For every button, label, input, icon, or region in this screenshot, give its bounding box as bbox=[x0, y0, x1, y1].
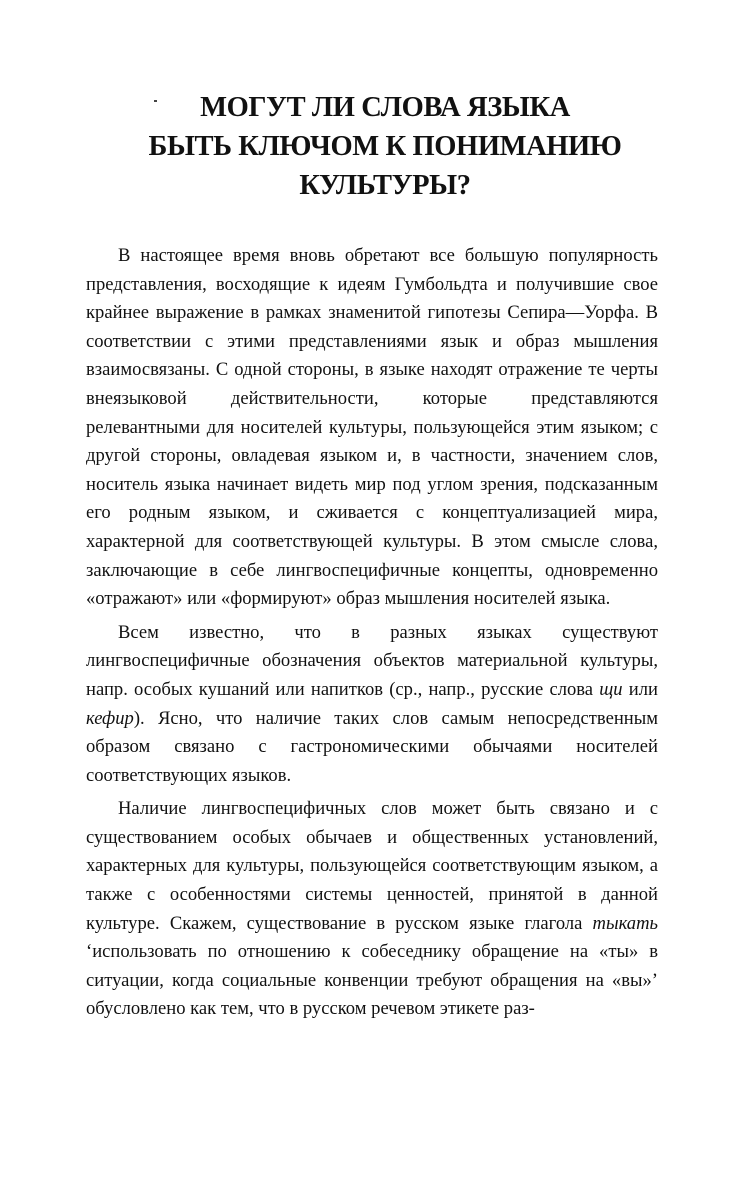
paragraph-2-text-b: или bbox=[622, 678, 658, 700]
example-word-kefir: кефир bbox=[86, 707, 134, 729]
paragraph-3 bbox=[86, 795, 658, 1024]
paragraph-3-text-a: Наличие лингвоспецифичных слов может быть связано и с существованием особых обычаев и общественных установлений, характерных для культуры, пользующейся соответствующим языком, а также с особенностями системы ценностей, принятой в данной культуре. Скажем, существование в русском языке глагола bbox=[86, 798, 658, 934]
paragraph-1: В настоящее время вновь обретают все большую популярность представления, восходящие к идеям Гумбольдта и получившие свое крайнее выражение в рамках знаменитой гипотезы Сепира—Уорфа. В соответствии с этими представлениями язык и образ мышления взаимосвязаны. С одной стороны, в языке находят отражение те черты внеязыковой действительности, которые представляются релевантными для носителей культуры, пользующейся этим языком; с другой стороны, овладевая языком и, в частности, значением слов, носитель языка начинает видеть мир под углом зрения, подсказанным его родным языком, и сживается с концептуализацией мира, характерной для соответствующей культуры. В этом смысле слова, заключающие в себе лингвоспецифичные концепты, одновременно «отражают» или «формируют» образ мышления носителей языка. bbox=[86, 245, 658, 610]
example-word-tykat: тыкать bbox=[592, 912, 658, 934]
chapter-title bbox=[60, 88, 710, 205]
chapter-title-line-1: МОГУТ ЛИ СЛОВА ЯЗЫКА bbox=[200, 92, 570, 123]
example-word-shchi: щи bbox=[599, 678, 623, 700]
paragraph-3-text-b: ‘использовать по отношению к собеседнику обращение на «ты» в ситуации, когда социальные конвенции требуют обращения на «вы»’ обусловлено как тем, что в русском речевом этикете раз- bbox=[86, 941, 658, 1020]
paragraph-2-text-c: ). Ясно, что наличие таких слов самым непосредственным образом связано с гастрономическими обычаями носителей соответствующих языков. bbox=[86, 707, 658, 786]
paragraph-2-text-a: Всем известно, что в разных языках существуют лингвоспецифичные обозначения объектов материальной культуры, напр. особых кушаний или напитков (ср., напр., русские слова bbox=[86, 621, 658, 700]
chapter-title-line-2: БЫТЬ КЛЮЧОМ К ПОНИМАНИЮ КУЛЬТУРЫ? bbox=[148, 131, 622, 201]
body-text bbox=[86, 242, 658, 1029]
paragraph-2 bbox=[86, 619, 658, 791]
